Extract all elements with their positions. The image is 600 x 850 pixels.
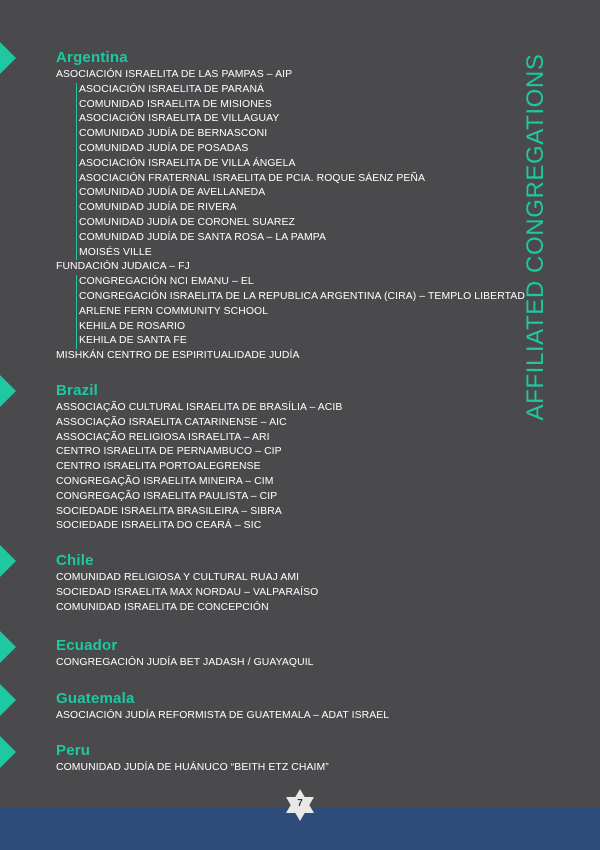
list-item: CONGREGACIÓN NCI EMANU – EL [79, 276, 254, 288]
list-item: CONGREGAÇÃO ISRAELITA PAULISTA – CIP [56, 490, 278, 502]
list-item: ASOCIACIÓN ISRAELITA DE VILLA ÁNGELA [79, 157, 296, 169]
section-guatemala [56, 690, 526, 724]
list-item: COMUNIDAD JUDÍA DE RIVERA [79, 202, 237, 214]
list-item: CONGREGAÇÃO ISRAELITA MINEIRA – CIM [56, 475, 274, 487]
aip-sublist [76, 83, 526, 261]
country-heading-peru: Peru [56, 742, 91, 759]
list-item: ASSOCIAÇÃO RELIGIOSA ISRAELITA – ARI [56, 431, 270, 443]
list-item: ASOCIACIÓN JUDÍA REFORMISTA DE GUATEMALA – ADAT ISRAEL [56, 710, 390, 721]
arrow-marker-peru [0, 736, 16, 768]
section-ecuador [56, 637, 526, 671]
list-item: ARLENE FERN COMMUNITY SCHOOL [79, 305, 269, 317]
list-item: COMUNIDAD JUDÍA DE CORONEL SUAREZ [79, 216, 295, 228]
list-item: KEHILA DE SANTA FE [79, 335, 187, 347]
country-heading-ecuador: Ecuador [56, 637, 118, 654]
arrow-marker-chile [0, 545, 16, 577]
list-item: COMUNIDAD JUDÍA DE POSADAS [79, 142, 249, 154]
page-number: 7 [297, 798, 303, 809]
list-item: ASSOCIAÇÃO CULTURAL ISRAELITA DE BRASÍLIA – ACIB [56, 402, 343, 413]
list-item: COMUNIDAD JUDÍA DE BERNASCONI [79, 128, 268, 140]
list-item-aip: ASOCIACIÓN ISRAELITA DE LAS PAMPAS – AIP [56, 69, 293, 80]
section-brazil [56, 382, 526, 534]
arrow-marker-guatemala [0, 684, 16, 716]
list-item: COMUNIDAD JUDÍA DE HUÁNUCO “BEITH ETZ CHAIM” [56, 762, 329, 773]
section-peru [56, 742, 526, 776]
list-item: CONGREGACIÓN ISRAELITA DE LA REPUBLICA ARGENTINA (CIRA) – TEMPLO LIBERTAD [79, 290, 525, 302]
list-item: SOCIEDADE ISRAELITA DO CEARÁ – SIC [56, 520, 262, 532]
list-item: KEHILA DE ROSARIO [79, 320, 186, 332]
list-item-mishkan: MISHKÁN CENTRO DE ESPIRITUALIDADE JUDÍA [56, 350, 300, 362]
list-item: ASSOCIAÇÃO ISRAELITA CATARINENSE – AIC [56, 416, 287, 428]
list-item: COMUNIDAD ISRAELITA DE MISIONES [79, 98, 272, 110]
list-item: COMUNIDAD JUDÍA DE AVELLANEDA [79, 187, 266, 199]
country-heading-brazil: Brazil [56, 382, 99, 399]
list-item: CENTRO ISRAELITA DE PERNAMBUCO – CIP [56, 446, 282, 458]
arrow-marker-argentina [0, 42, 16, 74]
section-argentina [56, 49, 526, 364]
list-item: ASOCIACIÓN FRATERNAL ISRAELITA DE PCIA. ROQUE SÁENZ PEÑA [79, 172, 426, 184]
list-item: COMUNIDAD JUDÍA DE SANTA ROSA – LA PAMPA [79, 231, 327, 243]
list-item: COMUNIDAD RELIGIOSA Y CULTURAL RUAJ AMI [56, 572, 300, 583]
section-chile [56, 552, 526, 615]
list-item: CONGREGACIÓN JUDÍA BET JADASH / GUAYAQUIL [56, 657, 314, 668]
list-item: MOISÉS VILLE [79, 246, 152, 258]
list-item: ASOCIACIÓN ISRAELITA DE PARANÁ [79, 83, 265, 95]
fj-sublist [76, 275, 526, 349]
list-item: CENTRO ISRAELITA PORTOALEGRENSE [56, 461, 261, 473]
vertical-title-container [522, 44, 550, 430]
country-heading-argentina: Argentina [56, 49, 128, 66]
country-heading-guatemala: Guatemala [56, 690, 135, 707]
arrow-marker-brazil [0, 375, 16, 407]
arrow-marker-ecuador [0, 631, 16, 663]
list-item: SOCIEDADE ISRAELITA BRASILEIRA – SIBRA [56, 505, 282, 517]
list-item-fj: FUNDACIÓN JUDAICA – FJ [56, 261, 190, 273]
list-item: COMUNIDAD ISRAELITA DE CONCEPCIÓN [56, 601, 269, 613]
vertical-title: AFFILIATED CONGREGATIONS [522, 53, 549, 421]
list-item: SOCIEDAD ISRAELITA MAX NORDAU – VALPARAÍSO [56, 586, 319, 598]
country-heading-chile: Chile [56, 552, 94, 569]
list-item: ASOCIACIÓN ISRAELITA DE VILLAGUAY [79, 113, 280, 125]
